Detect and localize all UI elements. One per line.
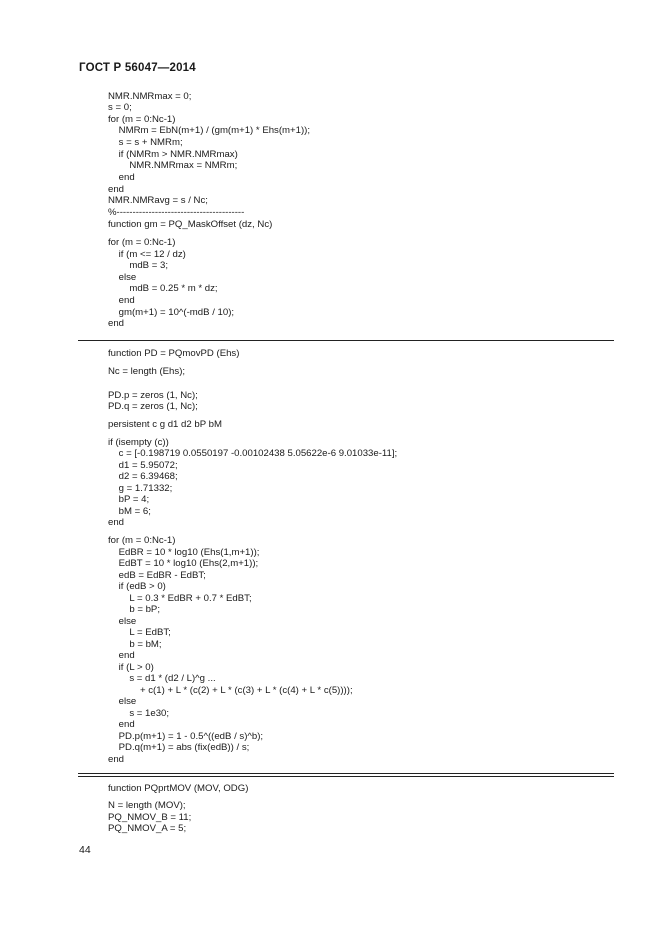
code-line: else [108,696,137,707]
code-line: PQ_NMOV_A = 5; [108,823,187,834]
code-line: end [108,719,135,730]
code-line: EdBR = 10 * log10 (Ehs(1,m+1)); [108,547,260,558]
code-line: d2 = 6.39468; [108,471,178,482]
code-line: bP = 4; [108,494,150,505]
code-line: c = [-0.198719 0.0550197 -0.00102438 5.05622e-6 9.01033e-11]; [108,448,398,459]
code-line: persistent c g d1 d2 bP bM [108,419,222,430]
code-line: if (edB > 0) [108,581,166,592]
code-line: PD.p = zeros (1, Nc); [108,390,198,401]
page-number: 44 [79,844,91,856]
code-line: if (L > 0) [108,662,154,673]
code-line: PD.q(m+1) = abs (fix(edB)) / s; [108,742,250,753]
code-line: EdBT = 10 * log10 (Ehs(2,m+1)); [108,558,259,569]
code-line: edB = EdBR - EdBT; [108,570,206,581]
code-line: N = length (MOV); [108,800,186,811]
code-line: g = 1.71332; [108,483,173,494]
code-line: s = 1e30; [108,708,170,719]
code-line: end [108,517,125,528]
code-line: b = bP; [108,604,160,615]
code-line: d1 = 5.95072; [108,460,178,471]
code-line: NMRm = EbN(m+1) / (gm(m+1) * Ehs(m+1)); [108,125,311,136]
code-line: else [108,616,137,627]
code-line: gm(m+1) = 10^(-mdB / 10); [108,307,235,318]
code-line: PQ_NMOV_B = 11; [108,812,192,823]
code-line: PD.p(m+1) = 1 - 0.5^((edB / s)^b); [108,731,264,742]
code-line: PD.q = zeros (1, Nc); [108,401,198,412]
code-line: L = EdBT; [108,627,171,638]
document-header: ГОСТ Р 56047—2014 [79,62,196,74]
section-divider [78,776,614,777]
code-line: NMR.NMRmax = NMRm; [108,160,238,171]
code-line: function gm = PQ_MaskOffset (dz, Nc) [108,219,273,230]
code-line: s = d1 * (d2 / L)^g ... [108,673,216,684]
code-line: if (isempty (c)) [108,437,169,448]
code-line: end [108,318,125,329]
code-line: NMR.NMRavg = s / Nc; [108,195,208,206]
code-line: s = 0; [108,102,132,113]
code-line: function PQprtMOV (MOV, ODG) [108,783,249,794]
code-line: s = s + NMRm; [108,137,183,148]
code-line: for (m = 0:Nc-1) [108,114,176,125]
code-line: Nc = length (Ehs); [108,366,186,377]
code-line: L = 0.3 * EdBR + 0.7 * EdBT; [108,593,252,604]
code-line: if (m <= 12 / dz) [108,249,186,260]
code-line: bM = 6; [108,506,151,517]
code-line: + c(1) + L * (c(2) + L * (c(3) + L * (c(4) + L * c(5)))); [108,685,353,696]
code-line: function PD = PQmovPD (Ehs) [108,348,240,359]
code-line: NMR.NMRmax = 0; [108,91,192,102]
code-line: b = bM; [108,639,162,650]
section-divider [78,773,614,774]
section-divider [78,340,614,341]
code-line: end [108,172,135,183]
code-line: mdB = 0.25 * m * dz; [108,283,218,294]
code-line: for (m = 0:Nc-1) [108,237,176,248]
code-line: end [108,650,135,661]
code-line: if (NMRm > NMR.NMRmax) [108,149,238,160]
code-line: else [108,272,137,283]
code-line: mdB = 3; [108,260,168,271]
code-line: end [108,184,125,195]
code-line: end [108,754,125,765]
code-line: %---------------------------------------- [108,207,245,218]
code-line: end [108,295,135,306]
code-line: for (m = 0:Nc-1) [108,535,176,546]
